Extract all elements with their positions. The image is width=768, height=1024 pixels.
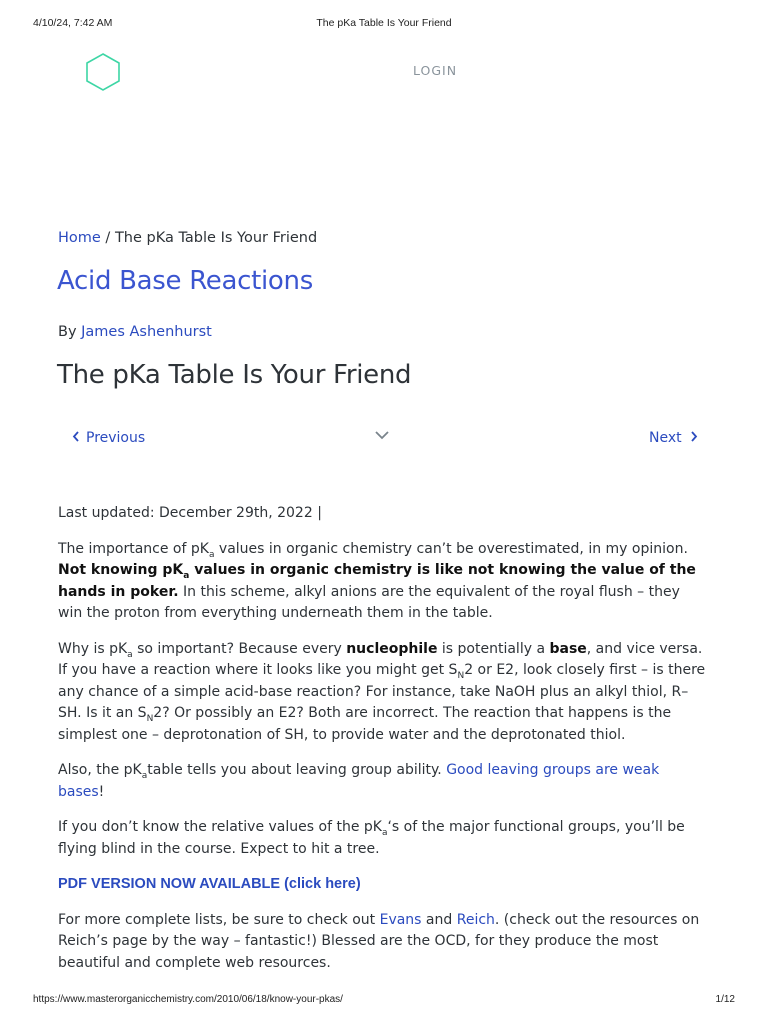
breadcrumb-home-link[interactable]: Home xyxy=(58,230,101,246)
chevron-down-icon[interactable] xyxy=(373,428,391,442)
next-post-link[interactable] xyxy=(649,430,698,446)
paragraph-leaving-groups: Also, the $pK_atable$ tells you about leaving group ability. Good leaving groups are weak bases! xyxy=(58,762,660,800)
chevron-left-icon xyxy=(72,431,80,442)
chevron-right-icon xyxy=(690,431,698,442)
paragraph-intro: The importance of $pK_a$ values in organic chemistry can’t be overestimated, in my opinion. Not knowing $pK_a$ values in organic chemistry is like not knowing the value of the hands in poker. In this scheme, alkyl anions are the equivalent of the royal flush – they win the proton from everything underneath them in the table. xyxy=(58,540,696,621)
breadcrumb-separator: / xyxy=(100,230,115,246)
breadcrumb xyxy=(58,230,317,246)
author-link[interactable]: James Ashenhurst xyxy=(81,324,212,340)
paragraph-why-pka: Why is $pK_a$ so important? Because every nucleophile is potentially a base, and vice versa. If you have a reaction where it looks like you might get $S_N2$ or E2, look closely first – is there any chance of a simple acid-base reaction? For instance, take NaOH plus an alkyl thiol, R–SH. Is it an $S_N2$? Or possibly an E2? Both are incorrect. The reaction that happens is the simplest one – deprotonation of SH, to provide water and the deprotonated thiol. xyxy=(58,640,706,743)
article-content xyxy=(58,503,708,988)
print-title: The pKa Table Is Your Friend xyxy=(316,17,452,29)
paragraph-resources: For more complete lists, be sure to check out Evans and Reich. (check out the resources on Reich’s page by the way – fantastic!) Blessed are the OCD, for they produce the most beautiful and complete web resources. xyxy=(58,911,700,971)
paragraph-flying-blind: If you don’t know the relative values of the $pK_a‘s$ of the major functional groups, you’ll be flying blind in the course. Expect to hit a tree. xyxy=(58,819,685,857)
login-link[interactable]: LOGIN xyxy=(413,63,458,78)
byline xyxy=(58,324,212,340)
print-page-number: 1/12 xyxy=(715,994,735,1005)
breadcrumb-current: The pKa Table Is Your Friend xyxy=(114,230,318,246)
evans-link[interactable]: Evans xyxy=(379,911,422,928)
print-url: https://www.masterorganicchemistry.com/2010/06/18/know-your-pkas/ xyxy=(33,994,343,1005)
print-datetime: 4/10/24, 7:42 AM xyxy=(33,17,113,29)
pdf-version-link[interactable]: PDF VERSION NOW AVAILABLE (click here) xyxy=(58,876,361,892)
reich-link[interactable]: Reich xyxy=(456,911,495,928)
previous-label: Previous xyxy=(86,430,146,446)
byline-prefix: By xyxy=(58,324,82,340)
hexagon-logo-icon[interactable] xyxy=(84,52,122,92)
last-updated: Last updated: December 29th, 2022 | xyxy=(58,505,322,521)
previous-post-link[interactable] xyxy=(72,430,145,446)
leaving-groups-link[interactable]: Good leaving groups are weak bases xyxy=(58,762,660,800)
category-heading[interactable]: Acid Base Reactions xyxy=(57,266,313,296)
next-label: Next xyxy=(649,430,682,446)
page-title: The pKa Table Is Your Friend xyxy=(57,360,412,390)
